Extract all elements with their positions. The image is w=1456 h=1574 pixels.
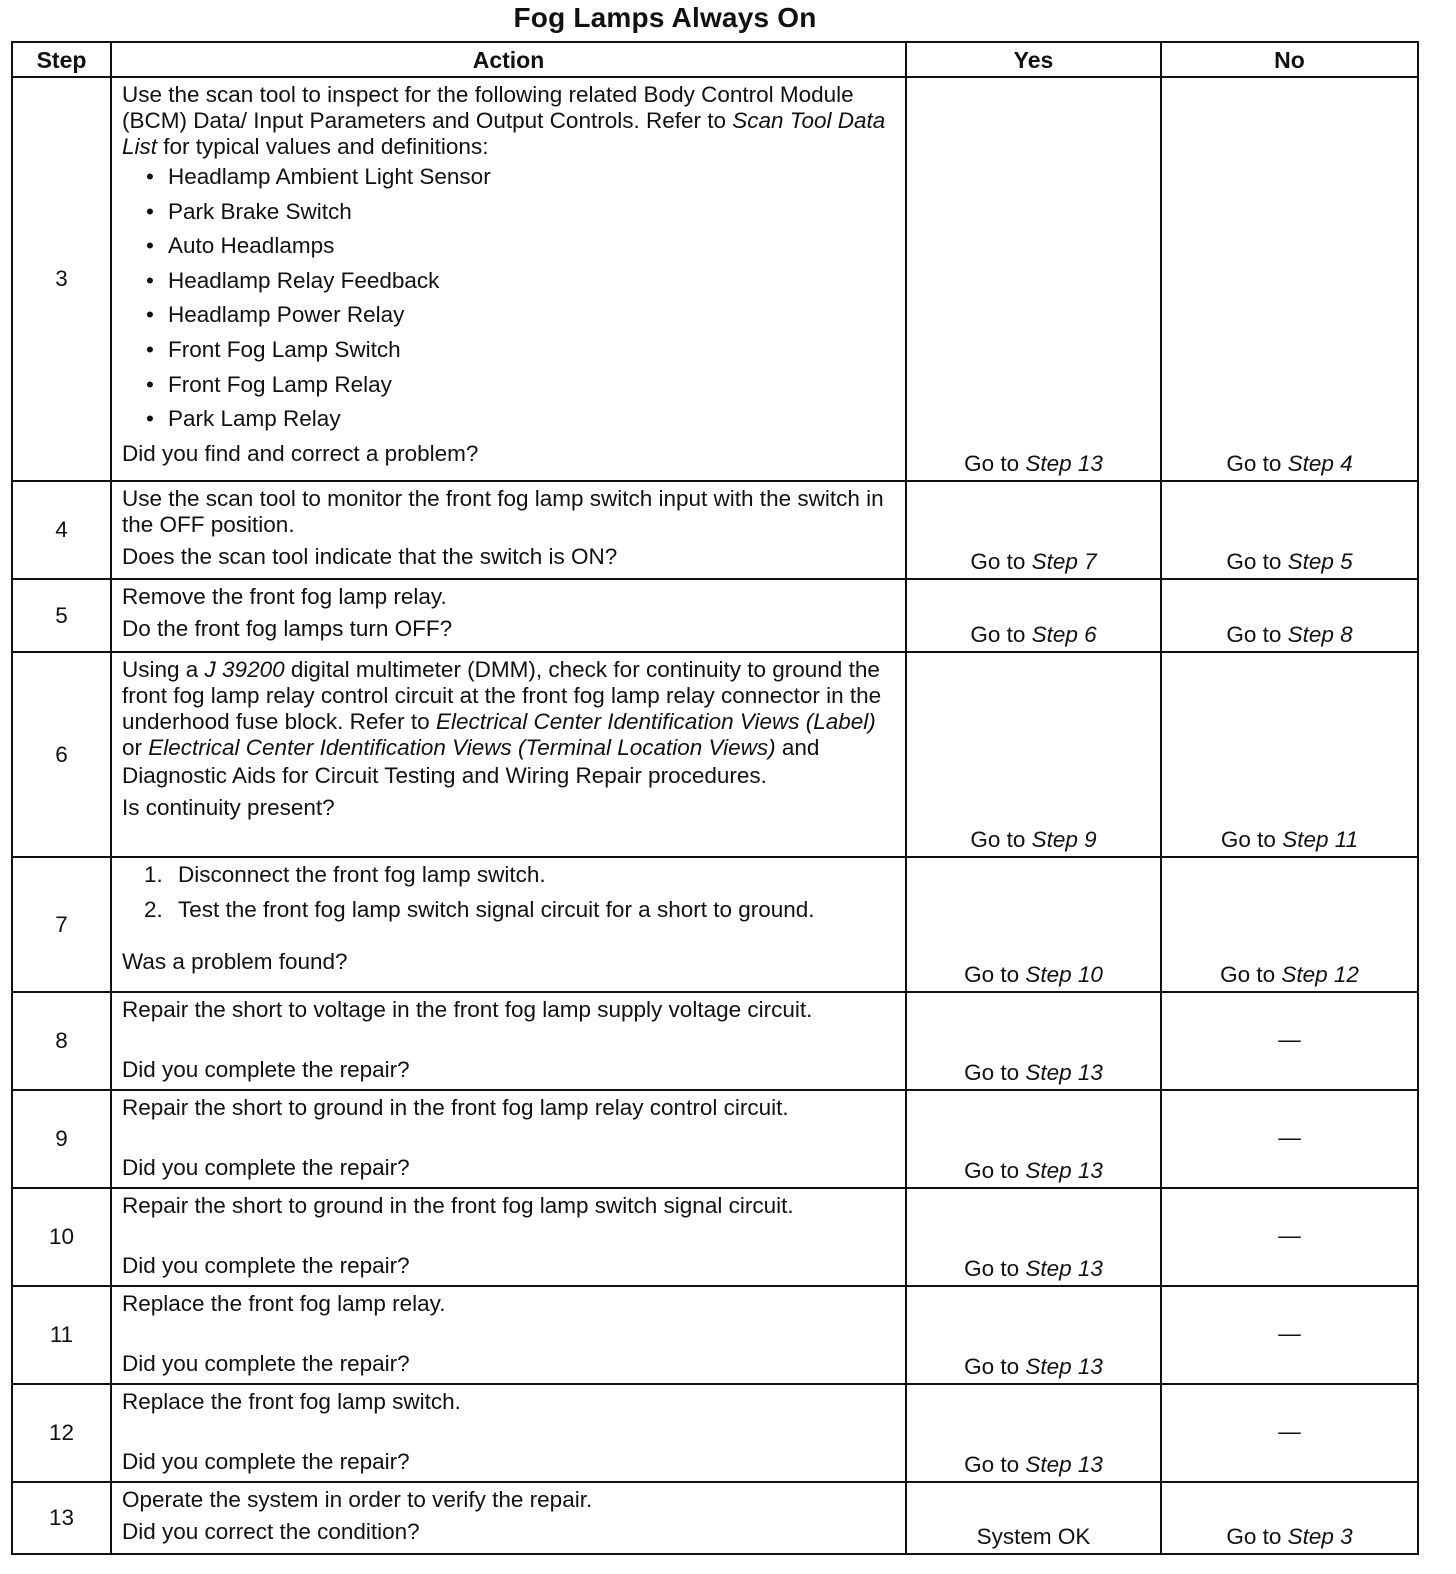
action-text: Repair the short to voltage in the front fog lamp supply voltage circuit. [122, 997, 813, 1022]
terminal-views-ref: Electrical Center Identification Views (Terminal Location Views) [148, 735, 776, 760]
yes-step-ref: Step 13 [1025, 1452, 1103, 1477]
action-question: Is continuity present? [122, 795, 335, 820]
no-cell: — [1161, 1286, 1418, 1384]
action-cell [111, 1482, 906, 1554]
no-step-ref: Step 12 [1281, 962, 1359, 987]
yes-cell: Go to Step 13 [906, 1384, 1161, 1482]
action-question: Did you complete the repair? [122, 1449, 410, 1474]
action-cell [111, 77, 906, 481]
list-item: 2. Test the front fog lamp switch signal circuit for a short to ground. [144, 896, 815, 922]
yes-step-ref: Step 13 [1025, 1060, 1103, 1085]
action-text: Remove the front fog lamp relay. [122, 584, 447, 609]
yes-cell: Go to Step 7 [906, 481, 1161, 579]
action-cell [111, 1188, 906, 1286]
action-text: Repair the short to ground in the front fog lamp relay control circuit. [122, 1095, 789, 1120]
yes-step-ref: Step 13 [1025, 1256, 1103, 1281]
action-question: Did you complete the repair? [122, 1253, 410, 1278]
step-number: 4 [12, 481, 111, 579]
no-cell: Go to Step 3 [1161, 1482, 1418, 1554]
table-row-step-3 [12, 77, 1418, 481]
step-number: 10 [12, 1188, 111, 1286]
yes-step-ref: Step 10 [1025, 962, 1103, 987]
step-number: 12 [12, 1384, 111, 1482]
action-cell [111, 579, 906, 652]
yes-cell: Go to Step 13 [906, 1188, 1161, 1286]
action-question: Did you complete the repair? [122, 1057, 410, 1082]
no-cell: Go to Step 4 [1161, 77, 1418, 481]
list-item: • Park Lamp Relay [122, 406, 897, 432]
header-row [12, 42, 1418, 77]
yes-cell: System OK [906, 1482, 1161, 1554]
table-row-step-10 [12, 1188, 1418, 1286]
table-row-step-5 [12, 579, 1418, 652]
no-step-ref: Step 5 [1287, 549, 1353, 574]
action-text: Replace the front fog lamp switch. [122, 1389, 461, 1414]
no-cell: — [1161, 992, 1418, 1090]
no-step-ref: Step 4 [1287, 451, 1353, 476]
no-cell: — [1161, 1188, 1418, 1286]
yes-cell: Go to Step 13 [906, 1090, 1161, 1188]
table-row-step-4 [12, 481, 1418, 579]
action-question: Did you correct the condition? [122, 1519, 420, 1544]
action-text: Operate the system in order to verify the repair. [122, 1487, 593, 1512]
no-cell: Go to Step 8 [1161, 579, 1418, 652]
action-text: Use the scan tool to inspect for the following related Body Control Module (BCM) Data/ Input Parameters and Output Controls. Refer to Scan Tool Data List for typical values and definitions: [122, 82, 886, 159]
yes-step-ref: Step 13 [1025, 1354, 1103, 1379]
action-text: Use the scan tool to monitor the front fog lamp switch input with the switch in the OFF position. [122, 486, 884, 537]
yes-step-ref: Step 6 [1031, 622, 1097, 647]
action-cell [111, 1286, 906, 1384]
no-cell: Go to Step 11 [1161, 652, 1418, 857]
action-question: Does the scan tool indicate that the switch is ON? [122, 544, 618, 569]
header-step: Step [12, 42, 111, 77]
action-text: Using a J 39200 digital multimeter (DMM), check for continuity to ground the front fog lamp relay control circuit at the front fog lamp relay connector in the underhood fuse block. Refer to Electrical Center Identification Views (Label) or Electrical Center Identification Views (Terminal Location Views) and [122, 657, 882, 760]
action-text-continued: Diagnostic Aids for Circuit Testing and Wiring Repair procedures. [122, 763, 767, 788]
list-item: 1. Disconnect the front fog lamp switch. [144, 862, 546, 887]
table-row-step-7 [12, 857, 1418, 992]
action-text: Repair the short to ground in the front fog lamp switch signal circuit. [122, 1193, 794, 1218]
tool-ref: J 39200 [204, 657, 285, 682]
list-item: • Headlamp Power Relay [122, 302, 897, 328]
list-item: • Park Brake Switch [122, 199, 897, 225]
step-number: 7 [12, 857, 111, 992]
parameter-list [122, 164, 897, 432]
yes-step-ref: Step 13 [1025, 1158, 1103, 1183]
no-cell: — [1161, 1384, 1418, 1482]
header-yes: Yes [906, 42, 1161, 77]
action-question: Was a problem found? [122, 948, 348, 974]
action-cell [111, 992, 906, 1090]
table-row-step-12 [12, 1384, 1418, 1482]
step-number: 3 [12, 77, 111, 481]
yes-step-ref: Step 7 [1031, 549, 1097, 574]
yes-cell: Go to Step 6 [906, 579, 1161, 652]
no-step-ref: Step 3 [1287, 1524, 1353, 1549]
header-no: No [1161, 42, 1418, 77]
yes-step-ref: Step 13 [1025, 451, 1103, 476]
no-step-ref: Step 8 [1287, 622, 1353, 647]
page-title: Fog Lamps Always On [513, 2, 817, 33]
action-cell [111, 652, 906, 857]
action-cell [111, 1384, 906, 1482]
list-item: • Front Fog Lamp Relay [122, 372, 897, 398]
step-number: 5 [12, 579, 111, 652]
list-item: • Headlamp Relay Feedback [122, 268, 897, 294]
table-row-step-8 [12, 992, 1418, 1090]
diagnostic-table [11, 41, 1419, 1555]
list-item: • Auto Headlamps [122, 233, 897, 259]
no-cell: Go to Step 5 [1161, 481, 1418, 579]
table-row-step-9 [12, 1090, 1418, 1188]
label-views-ref: Electrical Center Identification Views (Label) [435, 709, 876, 734]
list-item: • Headlamp Ambient Light Sensor [122, 164, 897, 190]
step-number: 13 [12, 1482, 111, 1554]
step-number: 11 [12, 1286, 111, 1384]
no-cell: — [1161, 1090, 1418, 1188]
action-cell [111, 857, 906, 992]
table-row-step-11 [12, 1286, 1418, 1384]
no-step-ref: Step 11 [1282, 827, 1359, 852]
list-item: • Front Fog Lamp Switch [122, 337, 897, 363]
scan-tool-data-list-ref: Scan Tool Data List [122, 108, 886, 159]
table-row-step-13 [12, 1482, 1418, 1554]
numbered-list [122, 862, 897, 923]
step-number: 9 [12, 1090, 111, 1188]
table-row-step-6 [12, 652, 1418, 857]
action-text: Replace the front fog lamp relay. [122, 1291, 446, 1316]
yes-cell: Go to Step 13 [906, 1286, 1161, 1384]
action-cell [111, 1090, 906, 1188]
step-number: 6 [12, 652, 111, 857]
yes-cell: Go to Step 9 [906, 652, 1161, 857]
action-question: Did you complete the repair? [122, 1155, 410, 1180]
action-cell [111, 481, 906, 579]
action-question: Did you complete the repair? [122, 1351, 410, 1376]
step-number: 8 [12, 992, 111, 1090]
no-cell: Go to Step 12 [1161, 857, 1418, 992]
header-action: Action [111, 42, 906, 77]
yes-cell: Go to Step 13 [906, 992, 1161, 1090]
yes-step-ref: Step 9 [1031, 827, 1097, 852]
yes-cell: Go to Step 10 [906, 857, 1161, 992]
action-question: Did you find and correct a problem? [122, 440, 479, 466]
action-question: Do the front fog lamps turn OFF? [122, 616, 453, 641]
yes-cell: Go to Step 13 [906, 77, 1161, 481]
